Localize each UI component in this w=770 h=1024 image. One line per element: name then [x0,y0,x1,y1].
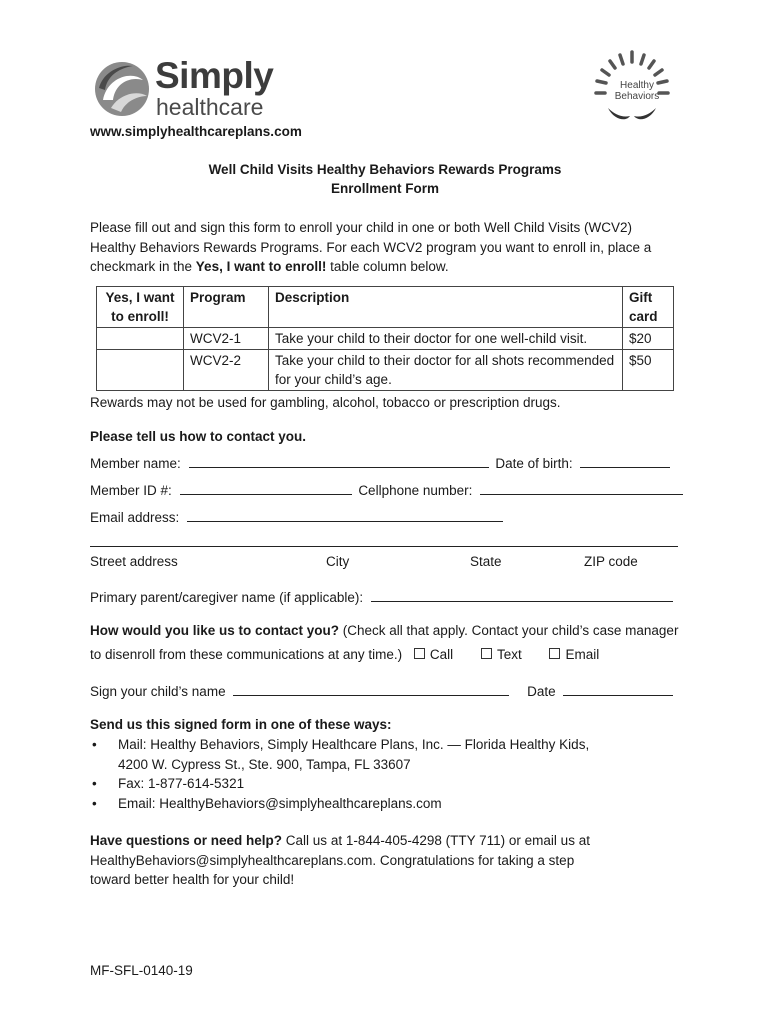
description-cell: Take your child to their doctor for all shots recommended for your child’s age. [269,350,623,391]
header-gift-card: Gift card [623,287,674,328]
child-signature-field[interactable] [233,681,509,696]
header-program: Program [184,287,269,328]
logo-wordmark-healthcare: healthcare [156,94,264,120]
contact-heading: Please tell us how to contact you. [90,429,307,444]
header-enroll: Yes, I want to enroll! [97,287,184,328]
member-id-field[interactable] [180,480,352,495]
text-checkbox[interactable] [481,648,492,659]
logo-wordmark-simply: Simply [155,55,274,96]
email-checkbox[interactable] [549,648,560,659]
call-checkbox[interactable] [414,648,425,659]
form-id: MF-SFL-0140-19 [90,963,193,978]
member-id-row: Member ID #: Cellphone number: [90,480,683,501]
signature-row: Sign your child’s name Date [90,681,673,702]
table-row [97,328,674,350]
enroll-cell-wcv2-1[interactable] [97,328,184,350]
list-item: • Fax: 1-877-614-5321 [90,774,710,794]
contact-preference-options: to disenroll from these communications at any time.) Call Text Email [90,647,600,662]
help-paragraph: Have questions or need help? Call us at 1-844-405-4298 (TTY 711) or email us at HealthyBehaviors@simplyhealthcareplans.com. Congratulations for taking a step toward better health for your child! [90,833,590,887]
state-label: State [470,554,502,569]
signature-date-field[interactable] [563,681,673,696]
intro-paragraph: Please fill out and sign this form to enroll your child in one or both Well Child Visits (WCV2) Healthy Behaviors Rewards Programs. For each WCV2 program you want to enroll in, place a checkmark in the Yes, I want to enroll! table column below. [90,220,652,274]
simply-healthcare-logo-swirl-icon [93,60,151,118]
program-table [96,286,674,391]
program-cell: WCV2-1 [184,328,269,350]
date-of-birth-field[interactable] [580,453,670,468]
email-field[interactable] [187,507,503,522]
header-description: Description [269,287,623,328]
caregiver-row: Primary parent/caregiver name (if applicable): [90,587,673,608]
member-name-row: Member name: Date of birth: [90,453,670,474]
email-row: Email address: [90,507,503,528]
gift-cell: $20 [623,328,674,350]
enroll-cell-wcv2-2[interactable] [97,350,184,391]
website-url: www.simplyhealthcareplans.com [90,124,302,139]
healthy-behaviors-logo-icon [592,48,672,126]
svg-text:Behaviors: Behaviors [614,91,660,102]
cellphone-field[interactable] [480,480,683,495]
zip-label: ZIP code [584,554,638,569]
caregiver-name-field[interactable] [371,587,673,602]
email-option[interactable]: Email [549,647,599,662]
program-cell: WCV2-2 [184,350,269,391]
list-item: • Email: HealthyBehaviors@simplyhealthcareplans.com [90,794,710,814]
table-header-row [97,287,674,328]
text-option[interactable]: Text [481,647,522,662]
address-field[interactable] [90,546,678,547]
contact-preference-question: How would you like us to contact you? (Check all that apply. Contact your child’s case manager [90,623,679,638]
table-row [97,350,674,391]
description-cell: Take your child to their doctor for one well-child visit. [269,328,623,350]
svg-text:Healthy: Healthy [620,80,654,91]
member-name-field[interactable] [189,453,489,468]
street-label: Street address [90,554,178,569]
list-item: • Mail: Healthy Behaviors, Simply Healthcare Plans, Inc. — Florida Healthy Kids, 4200 W. Cypress St., Ste. 900, Tampa, FL 33607 [90,735,710,774]
rewards-disclaimer: Rewards may not be used for gambling, alcohol, tobacco or prescription drugs. [90,395,561,410]
send-methods-list [90,735,710,813]
form-subtitle: Enrollment Form [330,181,439,196]
gift-cell: $50 [623,350,674,391]
form-title: Well Child Visits Healthy Behaviors Rewards Programs [208,162,562,177]
call-option[interactable]: Call [414,647,453,662]
send-heading: Send us this signed form in one of these ways: [90,717,392,732]
city-label: City [326,554,350,569]
